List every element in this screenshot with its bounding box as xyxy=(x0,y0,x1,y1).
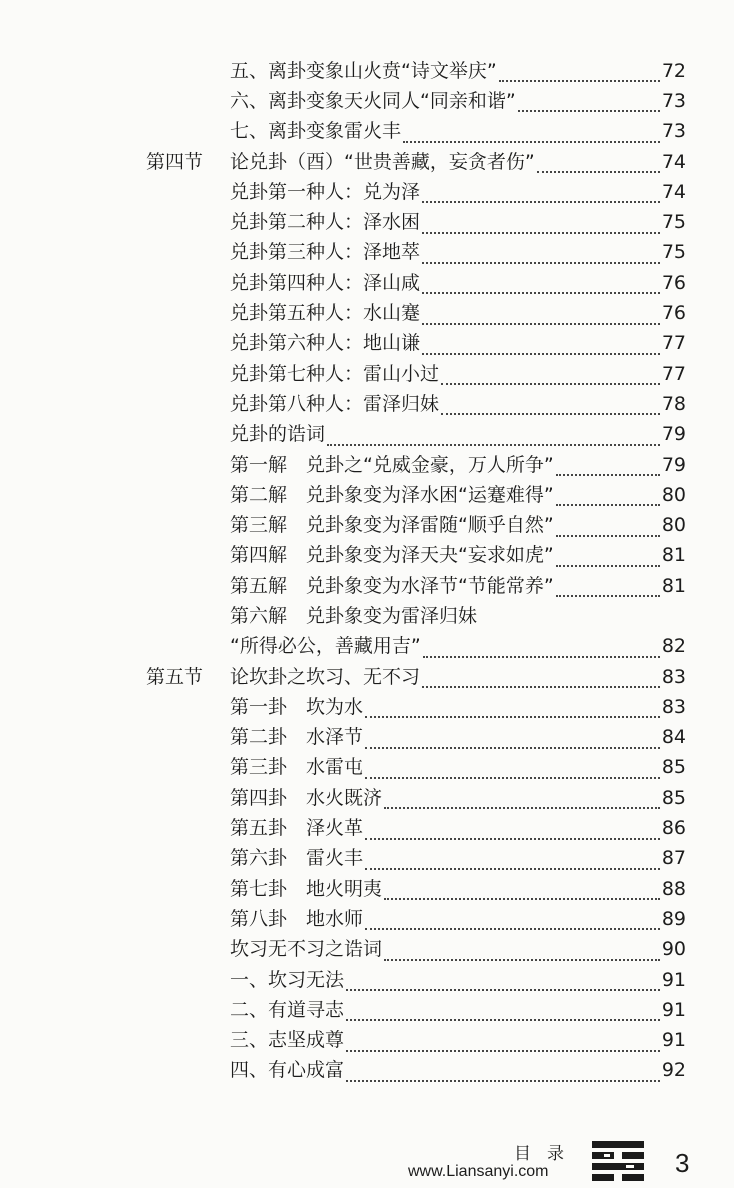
toc-dot-leader xyxy=(403,129,660,143)
toc-entry[interactable] xyxy=(230,56,686,86)
toc-page-number: 76 xyxy=(661,302,686,325)
toc-entry[interactable] xyxy=(230,177,686,207)
toc-entry-title: 论兑卦（酉）“世贵善藏，妄贪者伤” xyxy=(230,150,535,173)
toc-dot-leader xyxy=(518,98,660,112)
toc-row[interactable] xyxy=(0,813,734,843)
toc-page-number: 91 xyxy=(661,1029,686,1052)
toc-dot-leader xyxy=(556,553,660,567)
footer-section-label: 目录 xyxy=(514,1144,580,1164)
toc-entry-title: 第二卦 水泽节 xyxy=(230,726,364,749)
toc-entry-title: 兑卦第三种人：泽地萃 xyxy=(230,241,421,264)
toc-row[interactable] xyxy=(0,723,734,753)
toc-page-number: 79 xyxy=(661,453,686,476)
toc-entry-title: 第二解 兑卦象变为泽水困“运蹇难得” xyxy=(230,483,554,506)
toc-dot-leader xyxy=(346,1007,660,1021)
toc-page-number: 80 xyxy=(661,514,686,537)
toc-row[interactable] xyxy=(0,753,734,783)
toc-section-label: 第四节 xyxy=(146,150,204,173)
toc-dot-leader xyxy=(422,311,660,325)
toc-entry-title: 第三解 兑卦象变为泽雷随“顺乎自然” xyxy=(230,514,554,537)
toc-entry-title: 兑卦第四种人：泽山咸 xyxy=(230,271,421,294)
toc-entry-title: 第七卦 地火明夷 xyxy=(230,877,383,900)
toc-page-number: 89 xyxy=(661,907,686,930)
toc-page-number: 77 xyxy=(661,332,686,355)
toc-dot-leader xyxy=(422,341,660,355)
toc-entry[interactable] xyxy=(230,753,686,783)
toc-dot-leader xyxy=(365,765,660,779)
toc-dot-leader xyxy=(556,462,660,476)
toc-page-number: 90 xyxy=(661,938,686,961)
toc-page-number: 83 xyxy=(661,665,686,688)
toc-page-number: 75 xyxy=(661,241,686,264)
footer-website: www.Liansanyi.com xyxy=(408,1163,549,1180)
toc-row[interactable] xyxy=(0,389,734,419)
toc-page-number: 84 xyxy=(661,726,686,749)
toc-entry-title: 第八卦 地水师 xyxy=(230,907,364,930)
toc-row[interactable] xyxy=(0,1026,734,1056)
toc-dot-leader xyxy=(365,856,660,870)
toc-entry[interactable] xyxy=(230,238,686,268)
toc-entry[interactable] xyxy=(230,783,686,813)
toc-dot-leader xyxy=(384,886,660,900)
toc-row[interactable] xyxy=(0,874,734,904)
toc-entry-title: 第六卦 雷火丰 xyxy=(230,847,364,870)
toc-entry-title: 六、离卦变象天火同人“同亲和谐” xyxy=(230,89,516,112)
toc-dot-leader xyxy=(556,523,660,537)
toc-row[interactable] xyxy=(0,692,734,722)
toc-row[interactable] xyxy=(0,601,734,631)
toc-page-number: 87 xyxy=(661,847,686,870)
toc-entry-title: 七、离卦变象雷火丰 xyxy=(230,120,402,143)
toc-row[interactable] xyxy=(0,420,734,450)
toc-dot-leader xyxy=(422,189,660,203)
toc-page-number: 92 xyxy=(661,1059,686,1082)
toc-dot-leader xyxy=(365,826,660,840)
toc-entry[interactable] xyxy=(230,329,686,359)
toc-entry-title: 第一卦 坎为水 xyxy=(230,695,364,718)
toc-entry-title: 四、有心成富 xyxy=(230,1059,345,1082)
toc-entry[interactable] xyxy=(230,86,686,116)
toc-page-number: 82 xyxy=(661,635,686,658)
toc-entry[interactable] xyxy=(230,995,686,1025)
toc-dot-leader xyxy=(346,977,660,991)
toc-entry[interactable] xyxy=(230,813,686,843)
toc-page-number: 73 xyxy=(661,89,686,112)
toc-page-number: 91 xyxy=(661,998,686,1021)
toc-entry-title: 二、有道寻志 xyxy=(230,998,345,1021)
toc-entry[interactable] xyxy=(230,420,686,450)
toc-page-number: 74 xyxy=(661,150,686,173)
toc-page-number: 77 xyxy=(661,362,686,385)
toc-dot-leader xyxy=(346,1068,660,1082)
toc-entry-title: 第一解 兑卦之“兑威金豪，万人所争” xyxy=(230,453,554,476)
toc-page-number: 80 xyxy=(661,483,686,506)
toc-entry[interactable] xyxy=(230,874,686,904)
toc-entry[interactable] xyxy=(230,450,686,480)
toc-page-number: 86 xyxy=(661,817,686,840)
toc-row[interactable] xyxy=(0,632,734,662)
toc-page-number: 74 xyxy=(661,180,686,203)
toc-entry[interactable] xyxy=(230,298,686,328)
toc-row[interactable] xyxy=(0,56,734,86)
toc-entry-title: 兑卦第二种人：泽水困 xyxy=(230,211,421,234)
toc-entry-title: 论坎卦之坎习、无不习 xyxy=(230,665,421,688)
toc-dot-leader xyxy=(365,735,660,749)
toc-dot-leader xyxy=(384,947,660,961)
toc-entry[interactable] xyxy=(230,207,686,237)
toc-entry[interactable] xyxy=(230,541,686,571)
toc-entry[interactable] xyxy=(230,844,686,874)
toc-row[interactable] xyxy=(0,117,734,147)
toc-page-number: 79 xyxy=(661,423,686,446)
toc-entry-title: 兑卦第一种人：兑为泽 xyxy=(230,180,421,203)
toc-dot-leader xyxy=(422,674,660,688)
toc-entry-title: 坎习无不习之诰词 xyxy=(230,938,383,961)
toc-page-number: 76 xyxy=(661,271,686,294)
toc-entry[interactable] xyxy=(230,601,686,631)
toc-row[interactable] xyxy=(0,662,734,692)
toc-entry[interactable] xyxy=(230,359,686,389)
toc-row[interactable] xyxy=(0,844,734,874)
toc-row[interactable] xyxy=(0,207,734,237)
toc-page-number: 73 xyxy=(661,120,686,143)
page-number: 3 xyxy=(675,1148,690,1178)
toc-entry[interactable] xyxy=(230,147,686,177)
toc-row[interactable] xyxy=(0,995,734,1025)
toc-entry[interactable] xyxy=(230,904,686,934)
toc-dot-leader xyxy=(327,432,660,446)
toc-page-number: 83 xyxy=(661,695,686,718)
toc-entry-title: 三、志坚成尊 xyxy=(230,1029,345,1052)
toc-page-number: 75 xyxy=(661,211,686,234)
toc-page-number: 85 xyxy=(661,756,686,779)
toc-dot-leader xyxy=(384,795,660,809)
toc-row[interactable] xyxy=(0,359,734,389)
toc-row[interactable] xyxy=(0,510,734,540)
toc-entry-title: 第六解 兑卦象变为雷泽归妹 xyxy=(230,604,478,627)
toc-dot-leader xyxy=(556,492,660,506)
toc-row[interactable] xyxy=(0,935,734,965)
toc-row[interactable] xyxy=(0,329,734,359)
table-of-contents xyxy=(0,56,734,1086)
toc-row[interactable] xyxy=(0,268,734,298)
toc-entry-title: 兑卦第六种人：地山谦 xyxy=(230,332,421,355)
toc-entry-title: 兑卦第七种人：雷山小过 xyxy=(230,362,440,385)
hexagram-logo-icon xyxy=(590,1138,646,1184)
toc-entry[interactable] xyxy=(230,1026,686,1056)
toc-entry[interactable] xyxy=(230,1056,686,1086)
toc-row[interactable] xyxy=(0,541,734,571)
toc-row[interactable] xyxy=(0,147,734,177)
toc-row[interactable] xyxy=(0,965,734,995)
toc-entry-title: “所得必公，善藏用吉” xyxy=(230,635,421,658)
toc-dot-leader xyxy=(422,250,660,264)
toc-page-number: 78 xyxy=(661,392,686,415)
toc-row[interactable] xyxy=(0,480,734,510)
toc-entry[interactable] xyxy=(230,632,686,662)
toc-page-number: 72 xyxy=(661,59,686,82)
toc-dot-leader xyxy=(423,644,660,658)
toc-entry[interactable] xyxy=(230,480,686,510)
toc-entry[interactable] xyxy=(230,510,686,540)
toc-row[interactable] xyxy=(0,1056,734,1086)
toc-dot-leader xyxy=(499,68,660,82)
toc-entry[interactable] xyxy=(230,965,686,995)
toc-entry[interactable] xyxy=(230,723,686,753)
toc-dot-leader xyxy=(422,280,660,294)
toc-entry-title: 第四解 兑卦象变为泽天夬“妄求如虎” xyxy=(230,544,554,567)
toc-entry-title: 第五卦 泽火革 xyxy=(230,817,364,840)
toc-entry-title: 第三卦 水雷屯 xyxy=(230,756,364,779)
toc-dot-leader xyxy=(346,1038,660,1052)
toc-entry[interactable] xyxy=(230,692,686,722)
toc-entry[interactable] xyxy=(230,389,686,419)
toc-row[interactable] xyxy=(0,298,734,328)
toc-dot-leader xyxy=(422,220,660,234)
toc-entry-title: 五、离卦变象山火贲“诗文举庆” xyxy=(230,59,497,82)
toc-entry-title: 第四卦 水火既济 xyxy=(230,786,383,809)
toc-row[interactable] xyxy=(0,783,734,813)
toc-entry-title: 兑卦的诰词 xyxy=(230,423,326,446)
toc-row[interactable] xyxy=(0,238,734,268)
toc-row[interactable] xyxy=(0,450,734,480)
toc-entry[interactable] xyxy=(230,268,686,298)
toc-row[interactable] xyxy=(0,177,734,207)
toc-entry[interactable] xyxy=(230,117,686,147)
toc-entry[interactable] xyxy=(230,571,686,601)
toc-page-number: 81 xyxy=(661,544,686,567)
toc-entry-title: 兑卦第八种人：雷泽归妹 xyxy=(230,392,440,415)
toc-page-number: 85 xyxy=(661,786,686,809)
toc-dot-leader xyxy=(537,159,660,173)
toc-entry-title: 第五解 兑卦象变为水泽节“节能常养” xyxy=(230,574,554,597)
toc-dot-leader xyxy=(365,916,660,930)
toc-page-number: 81 xyxy=(661,574,686,597)
toc-entry[interactable] xyxy=(230,935,686,965)
toc-page-number: 91 xyxy=(661,968,686,991)
toc-page-number: 88 xyxy=(661,877,686,900)
toc-section-label: 第五节 xyxy=(146,665,204,688)
toc-entry[interactable] xyxy=(230,662,686,692)
toc-dot-leader xyxy=(441,401,660,415)
toc-dot-leader xyxy=(556,583,660,597)
toc-dot-leader xyxy=(441,371,660,385)
toc-entry-title: 一、坎习无法 xyxy=(230,968,345,991)
toc-dot-leader xyxy=(365,704,660,718)
toc-entry-title: 兑卦第五种人：水山蹇 xyxy=(230,302,421,325)
toc-row[interactable] xyxy=(0,86,734,116)
toc-row[interactable] xyxy=(0,904,734,934)
toc-row[interactable] xyxy=(0,571,734,601)
